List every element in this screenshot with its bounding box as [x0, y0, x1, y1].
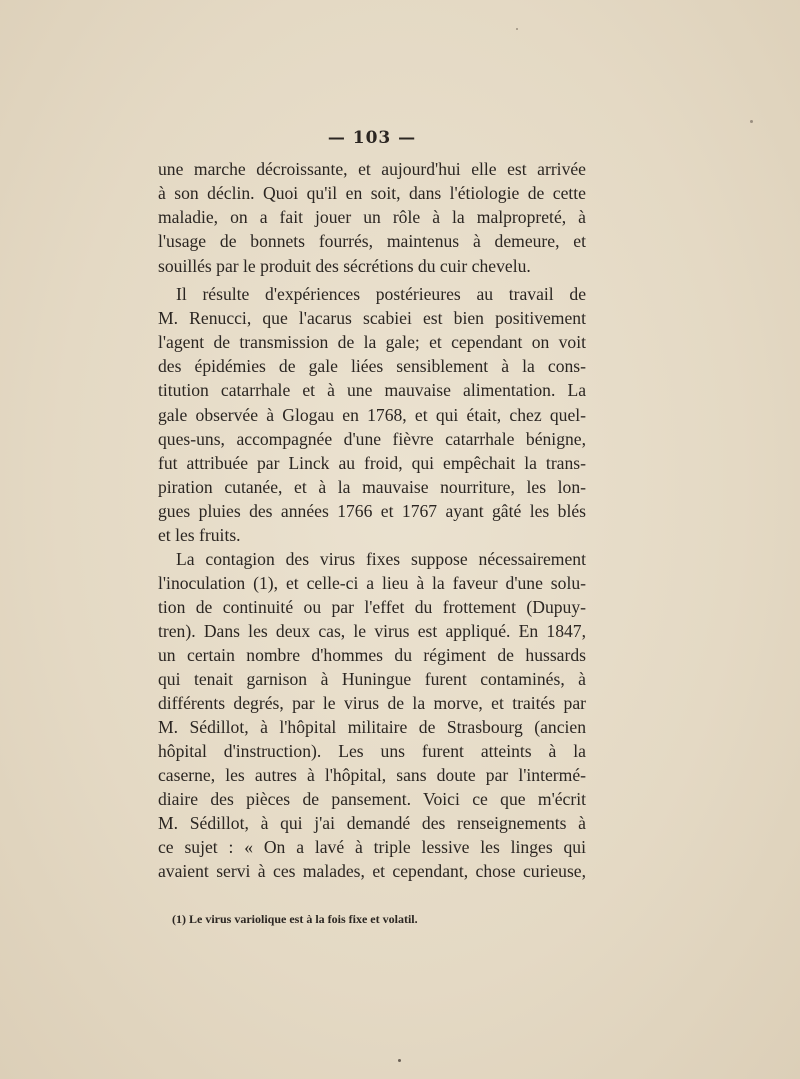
text-line: et les fruits.: [158, 525, 241, 545]
text-line: souillés par le produit des sécrétions du cuir chevelu.: [158, 256, 531, 276]
text-line: Il résulte d'expériences postérieures au travail de: [176, 284, 586, 304]
text-line: l'inoculation (1), et celle-ci a lieu à la faveur d'une solu-: [158, 573, 586, 593]
text-line: une marche décroissante, et aujourd'hui elle est arrivée: [158, 159, 586, 179]
paper-speck: [750, 120, 753, 123]
text-line: tion de continuité ou par l'effet du frottement (Dupuy-: [158, 597, 586, 617]
text-line: La contagion des virus fixes suppose nécessairement: [176, 549, 586, 569]
text-line: tren). Dans les deux cas, le virus est appliqué. En 1847,: [158, 621, 586, 641]
text-line: différents degrés, par le virus de la morve, et traités par: [158, 693, 586, 713]
book-page: [158, 0, 586, 1079]
text-line: maladie, on a fait jouer un rôle à la malpropreté, à: [158, 207, 586, 227]
text-line: gues pluies des années 1766 et 1767 ayant gâté les blés: [158, 501, 586, 521]
text-line: diaire des pièces de pansement. Voici ce que m'écrit: [158, 789, 586, 809]
text-line: titution catarrhale et à une mauvaise alimentation. La: [158, 380, 586, 400]
text-line: l'agent de transmission de la gale; et cependant on voit: [158, 332, 586, 352]
text-line: à son déclin. Quoi qu'il en soit, dans l'étiologie de cette: [158, 183, 586, 203]
text-line: M. Renucci, que l'acarus scabiei est bien positivement: [158, 308, 586, 328]
text-line: M. Sédillot, à qui j'ai demandé des renseignements à: [158, 813, 586, 833]
page-number: — 103 —: [327, 128, 417, 148]
text-line: des épidémies de gale liées sensiblement à la cons-: [158, 356, 586, 376]
text-line: caserne, les autres à l'hôpital, sans doute par l'intermé-: [158, 765, 586, 785]
text-line: fut attribuée par Linck au froid, qui empêchait la trans-: [158, 453, 586, 473]
text-line: ce sujet : « On a lavé à triple lessive les linges qui: [158, 837, 586, 857]
text-line: M. Sédillot, à l'hôpital militaire de Strasbourg (ancien: [158, 717, 586, 737]
text-line: hôpital d'instruction). Les uns furent atteints à la: [158, 741, 586, 761]
text-line: avaient servi à ces malades, et cependant, chose curieuse,: [158, 861, 586, 881]
text-line: piration cutanée, et à la mauvaise nourriture, les lon-: [158, 477, 586, 497]
footnote: (1) Le virus variolique est à la fois fixe et volatil.: [172, 912, 418, 926]
footer-dot: [398, 1059, 401, 1062]
text-line: gale observée à Glogau en 1768, et qui était, chez quel-: [158, 405, 586, 425]
text-line: qui tenait garnison à Huningue furent contaminés, à: [158, 669, 586, 689]
text-line: ques-uns, accompagnée d'une fièvre catarrhale bénigne,: [158, 429, 586, 449]
text-line: l'usage de bonnets fourrés, maintenus à demeure, et: [158, 231, 586, 251]
text-line: un certain nombre d'hommes du régiment de hussards: [158, 645, 586, 665]
